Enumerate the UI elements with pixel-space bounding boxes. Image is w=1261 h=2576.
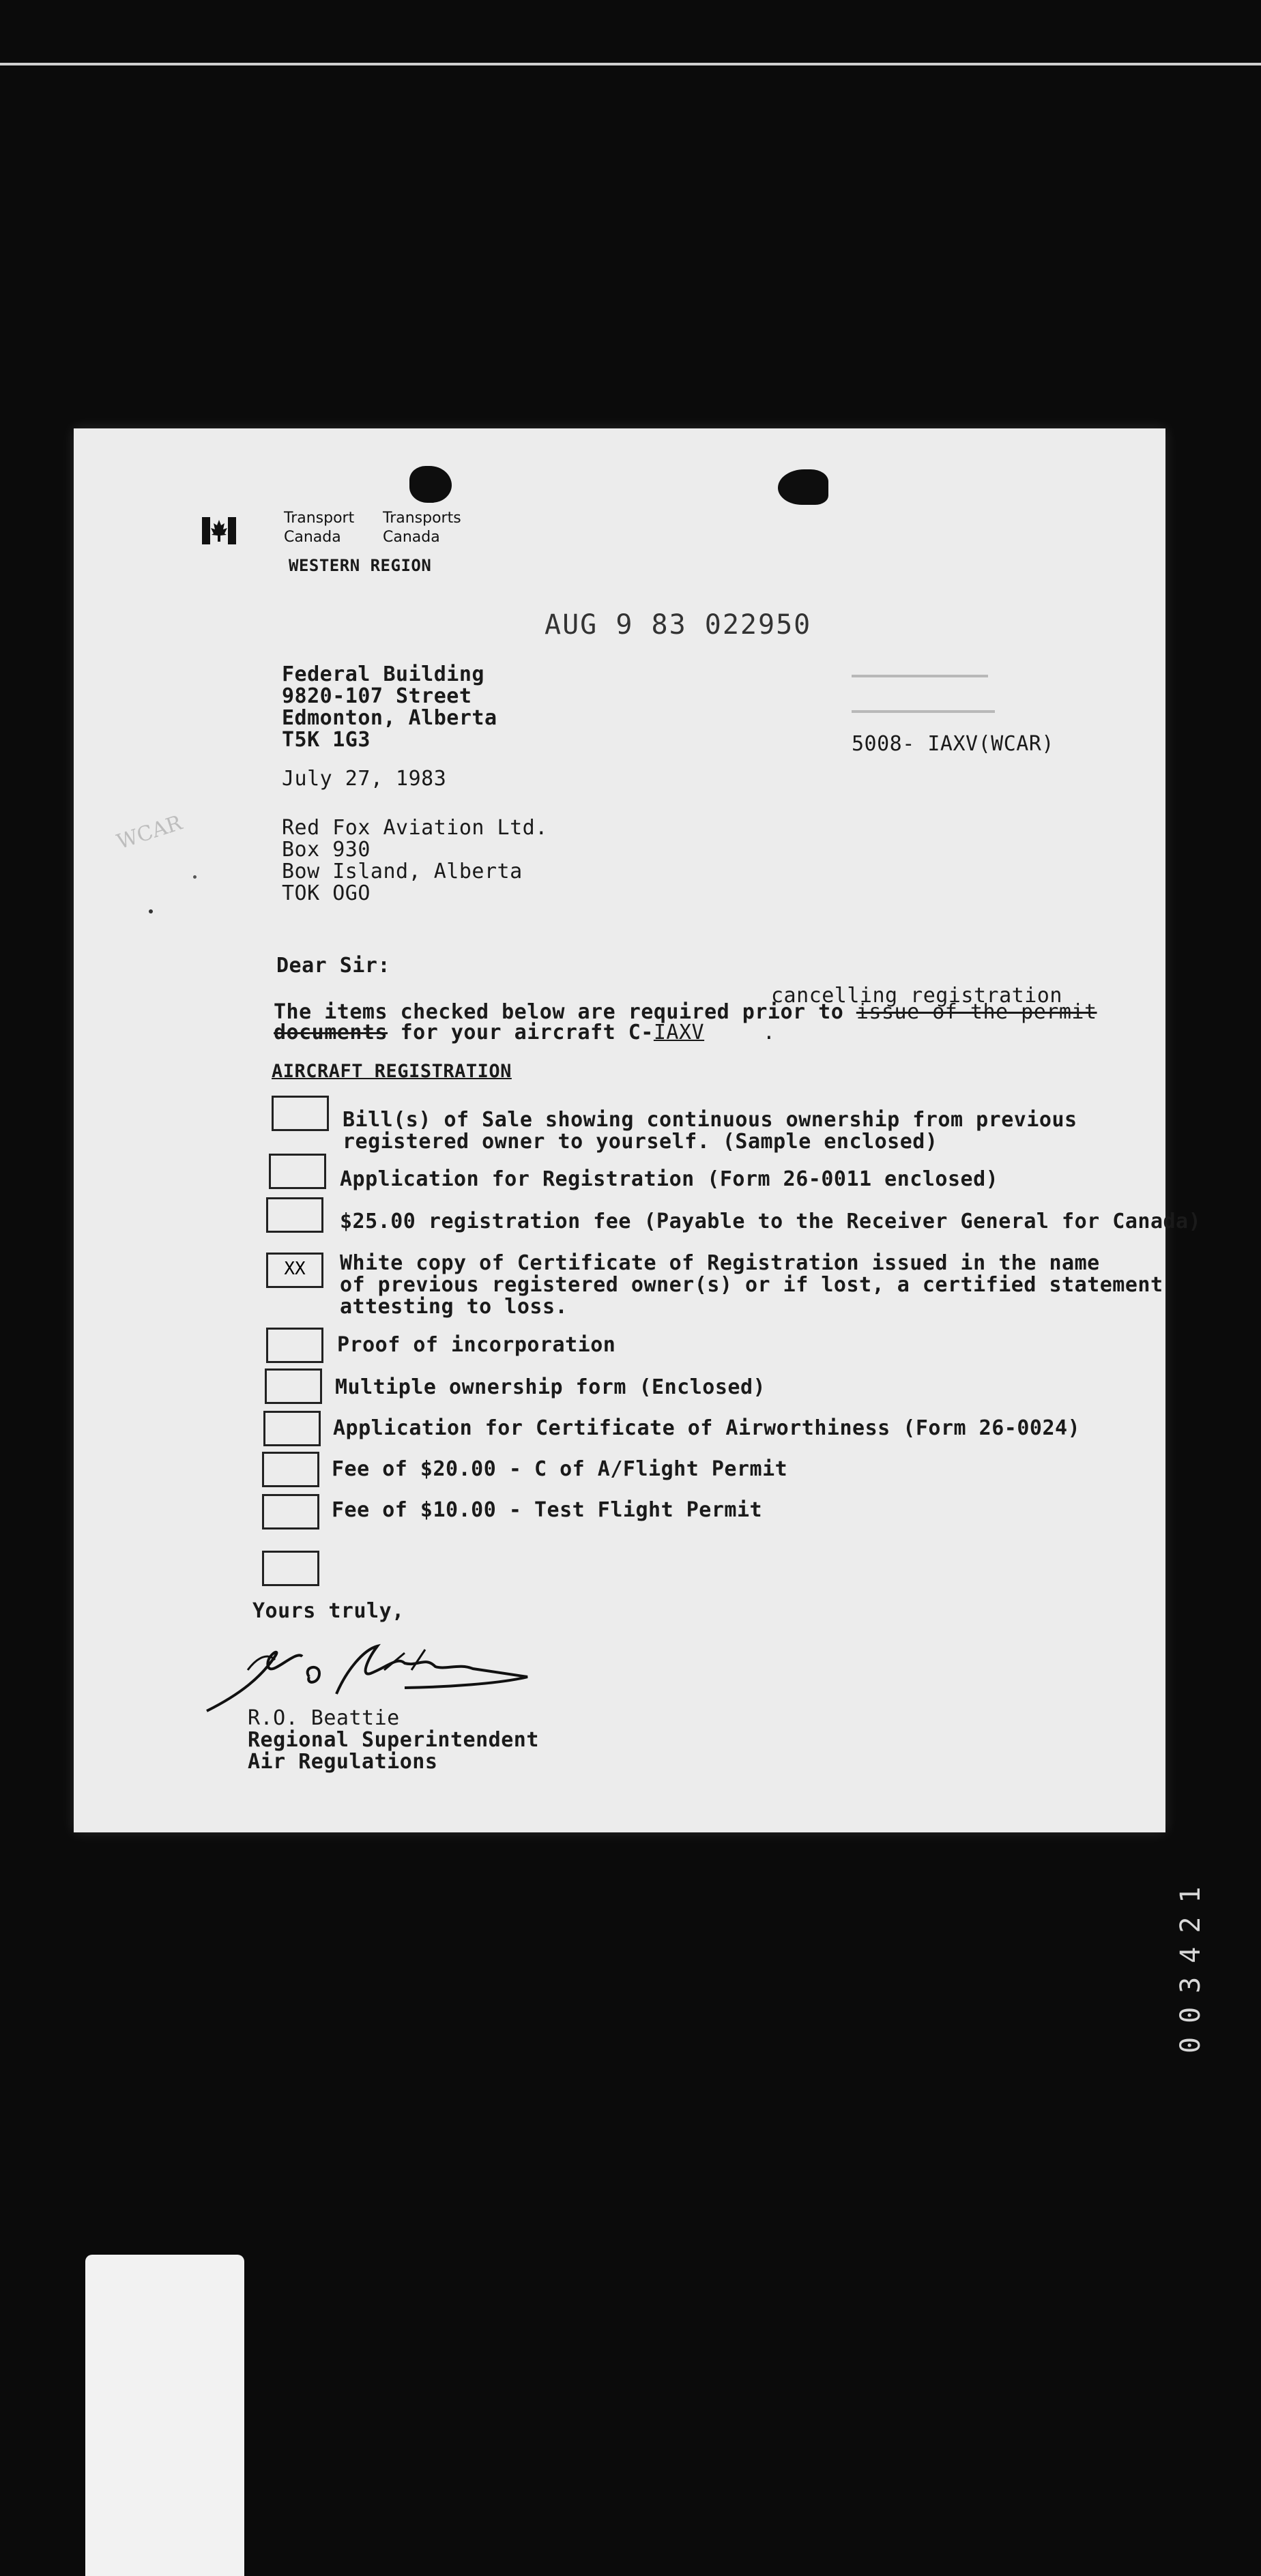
- signatory-title2: Air Regulations: [248, 1750, 438, 1774]
- sender-address: [282, 664, 497, 751]
- checklist-box[interactable]: [269, 1154, 326, 1189]
- canada-flag-icon: [202, 517, 236, 544]
- checklist-item-text: [340, 1253, 1163, 1318]
- checklist-box[interactable]: [262, 1452, 319, 1487]
- ink-blot: [409, 466, 452, 503]
- checklist-item-text: Multiple ownership form (Enclosed): [335, 1375, 766, 1399]
- checklist-mark: XX: [284, 1259, 306, 1279]
- letter-date: July 27, 1983: [282, 767, 447, 791]
- checklist-box[interactable]: [262, 1551, 319, 1586]
- letterhead-english: [284, 509, 354, 547]
- checklist-text-line2: registered owner to yourself. (Sample enclosed): [343, 1130, 938, 1154]
- checklist-item-text: Fee of $20.00 - C of A/Flight Permit: [332, 1457, 788, 1481]
- body-struck-text1: issue of the permit: [856, 1000, 1097, 1024]
- sender-address-line2: 9820-107 Street: [282, 684, 472, 708]
- letterhead-en-line2: Canada: [284, 529, 341, 546]
- letter-page: [74, 428, 1202, 1832]
- region-label: WESTERN REGION: [289, 556, 432, 575]
- letterhead-en-line1: Transport: [284, 510, 355, 527]
- scan-top-line: [0, 63, 1261, 65]
- smudge-dot: [149, 909, 153, 913]
- sender-address-line4: T5K 1G3: [282, 728, 371, 752]
- file-reference: 5008- IAXV(WCAR): [852, 732, 1054, 756]
- checklist-item-text: Application for Registration (Form 26-0011 enclosed): [340, 1167, 999, 1191]
- ink-blot: [778, 469, 828, 505]
- checklist-box[interactable]: [262, 1494, 319, 1530]
- margin-note: WCAR: [113, 810, 186, 855]
- body-line2: documents for your aircraft C-IAXV .: [274, 1021, 776, 1044]
- letterhead-fr-line2: Canada: [383, 529, 440, 546]
- checklist-box[interactable]: [266, 1197, 323, 1233]
- checklist-text-line1: White copy of Certificate of Registration issued in the name: [340, 1251, 1100, 1275]
- smudge-dot: [193, 875, 197, 879]
- checklist-item-text: [343, 1109, 1077, 1153]
- letterhead-french: [383, 509, 461, 547]
- signatory-block: [248, 1708, 539, 1773]
- handwritten-signature: [200, 1629, 541, 1718]
- letterhead-fr-line1: Transports: [383, 510, 461, 527]
- checklist-item-text: $25.00 registration fee (Payable to the Receiver General for Canada): [340, 1210, 1202, 1233]
- salutation: Dear Sir:: [276, 954, 391, 978]
- checklist-item-text: Application for Certificate of Airworthiness (Form 26-0024): [333, 1416, 1081, 1440]
- checklist-box[interactable]: [265, 1368, 322, 1404]
- checklist-item-text: Proof of incorporation: [337, 1333, 616, 1357]
- recipient-line2: Box 930: [282, 838, 371, 862]
- checklist-box[interactable]: [266, 1253, 323, 1288]
- checklist-text-line3: attesting to loss.: [340, 1295, 568, 1319]
- film-leader-bar: [85, 2255, 244, 2576]
- checklist-item-text: Fee of $10.00 - Test Flight Permit: [332, 1498, 763, 1522]
- checklist-box[interactable]: [266, 1328, 323, 1363]
- body-text-part1: The items checked below are required prior to: [274, 1000, 844, 1024]
- checklist-box[interactable]: [263, 1411, 321, 1446]
- recipient-line3: Bow Island, Alberta: [282, 860, 523, 883]
- faint-reference-lines: [852, 664, 1002, 713]
- closing: Yours truly,: [252, 1599, 405, 1623]
- body-text-part2: for your aircraft C-: [400, 1021, 654, 1044]
- date-received-stamp: AUG 9 83 022950: [545, 609, 812, 641]
- recipient-address: [282, 817, 548, 905]
- sender-address-line3: Edmonton, Alberta: [282, 706, 497, 730]
- body-inserted-text: cancelling registration: [771, 984, 1062, 1008]
- checklist-box[interactable]: [272, 1096, 329, 1131]
- aircraft-registration-mark: IAXV: [653, 1021, 705, 1044]
- archive-number-text: 003421: [1175, 1873, 1206, 2053]
- checklist-text-line1: Bill(s) of Sale showing continuous ownership from previous: [343, 1108, 1077, 1132]
- body-struck-text2: documents: [274, 1021, 388, 1044]
- recipient-line4: TOK OGO: [282, 881, 371, 905]
- checklist-text-line2: of previous registered owner(s) or if lost, a certified statement: [340, 1273, 1163, 1297]
- signatory-title1: Regional Superintendent: [248, 1728, 539, 1752]
- recipient-line1: Red Fox Aviation Ltd.: [282, 816, 548, 840]
- archive-number: [1167, 1808, 1208, 2060]
- signatory-name: R.O. Beattie: [248, 1706, 400, 1730]
- sender-address-line1: Federal Building: [282, 662, 484, 686]
- section-heading: AIRCRAFT REGISTRATION: [272, 1061, 512, 1082]
